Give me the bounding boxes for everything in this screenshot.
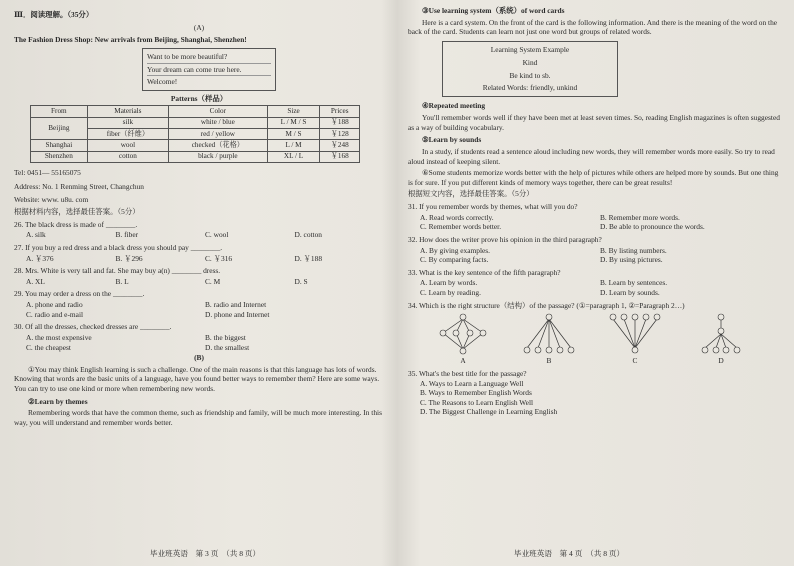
paragraph-4-heading: ④Repeated meeting: [422, 101, 486, 111]
option[interactable]: B. Ways to Remember English Words: [420, 388, 532, 398]
patterns-table: [30, 105, 360, 163]
table-header: From: [31, 106, 88, 117]
part-b-label: (B): [194, 353, 204, 363]
part-a-label: (A): [193, 22, 205, 32]
structure-option-b[interactable]: [506, 312, 592, 366]
option[interactable]: A. Read words correctly.: [420, 212, 494, 222]
option[interactable]: B. By listing numbers.: [600, 245, 667, 255]
table-header: Size: [267, 106, 320, 117]
option[interactable]: D. S: [294, 276, 308, 286]
paragraph-6: ⑥Some students memorize words better with the help of pictures while others are helped more by sounds. But one thing is for sure. If you put different kinds of memory ways together, there can be great results!: [408, 168, 779, 187]
table-header: Prices: [320, 106, 360, 117]
option[interactable]: A. phone and radio: [26, 300, 83, 310]
table-title: Patterns（样品）: [170, 93, 228, 103]
table-cell: cotton: [87, 151, 168, 162]
question-27: [14, 243, 384, 263]
question-stem: 26. The black dress is made of ________.: [14, 219, 138, 229]
question-stem: 27. If you buy a red dress and a black dress you should pay ________.: [14, 242, 223, 252]
table-cell: Shanghai: [31, 140, 88, 151]
question-33: [408, 268, 780, 298]
option[interactable]: C. wool: [205, 230, 229, 240]
table-header: Color: [169, 106, 268, 117]
question-stem: 35. What's the best title for the passage?: [408, 368, 527, 378]
option[interactable]: C. By comparing facts.: [420, 255, 489, 265]
question-31: [408, 202, 780, 232]
option[interactable]: B. the biggest: [205, 332, 246, 342]
option[interactable]: C. ￥316: [205, 253, 233, 263]
option-label: B: [546, 356, 552, 366]
structure-diagrams: [420, 312, 780, 366]
table-header: Materials: [87, 106, 168, 117]
card-line: Related Words: friendly, unkind: [482, 83, 578, 93]
option[interactable]: D. The Biggest Challenge in Learning English: [420, 407, 558, 417]
card-line: Be kind to sb.: [509, 70, 551, 80]
paragraph-3-heading: ③Use learning system（系统）of word cards: [422, 6, 565, 15]
slogan-line: Your dream can come true here.: [147, 64, 271, 77]
option[interactable]: A. ￥376: [26, 253, 54, 263]
option[interactable]: B. fiber: [115, 230, 139, 240]
card-line: Learning System Example: [490, 45, 570, 55]
paragraph-2: Remembering words that have the common theme, such as friendship and family, will be much more interesting. In this way, you will understand and remember words better.: [14, 408, 382, 427]
table-cell: ￥168: [320, 151, 360, 162]
question-stem: 30. Of all the dresses, checked dresses are ________.: [14, 322, 172, 332]
slogan-box: [142, 48, 276, 91]
question-32: [408, 235, 780, 265]
option-label: D: [718, 356, 724, 366]
tree-diagram-b: [519, 312, 579, 356]
option-label: C: [632, 356, 638, 366]
table-cell: XL / L: [267, 151, 320, 162]
option[interactable]: C. M: [205, 276, 221, 286]
learning-card: [442, 41, 618, 98]
option[interactable]: D. By using pictures.: [600, 255, 663, 265]
shop-heading: The Fashion Dress Shop: New arrivals from Beijing, Shanghai, Shenzhen!: [14, 35, 247, 45]
option[interactable]: A. silk: [26, 230, 46, 240]
option[interactable]: B. Remember more words.: [600, 212, 680, 222]
slogan-line: Welcome!: [147, 77, 178, 87]
slogan-line: Want to be more beautiful?: [147, 51, 271, 64]
table-cell: wool: [87, 140, 168, 151]
structure-option-c[interactable]: [592, 312, 678, 366]
table-cell: L / M / S: [267, 117, 320, 128]
option[interactable]: C. radio and e-mail: [26, 309, 84, 319]
option[interactable]: B. L: [115, 276, 129, 286]
option[interactable]: D. Be able to pronounce the words.: [600, 222, 705, 232]
table-cell: ￥248: [320, 140, 360, 151]
option[interactable]: D. cotton: [294, 230, 323, 240]
option[interactable]: D. ￥188: [294, 253, 323, 263]
question-28: [14, 266, 384, 286]
table-cell: ￥128: [320, 129, 360, 140]
question-29: [14, 289, 384, 319]
structure-option-d[interactable]: [678, 312, 764, 366]
instruction-b: 根据短文内容，选择最佳答案。（5分）: [408, 189, 534, 199]
table-cell: checked（花格）: [169, 140, 268, 151]
option[interactable]: C. The Reasons to Learn English Well: [420, 397, 534, 407]
table-header-row: [31, 106, 360, 117]
option[interactable]: A. By giving examples.: [420, 245, 490, 255]
table-cell: fiber（纤维）: [87, 129, 168, 140]
page-4: [408, 6, 780, 417]
section-title: Ⅲ．阅读理解。（35分）: [14, 10, 94, 19]
shop-website: Website: www. u8u. com: [14, 195, 89, 205]
paragraph-1: ①You may think English learning is such a challenge. One of the main reasons is that this language has lots of words. Knowing that words are the basic units of a language, have you found better ways to remember them? Here are some ways. You can try to use one kind or more when remembering new words.: [14, 364, 380, 394]
question-stem: 31. If you remember words by themes, what will you do?: [408, 202, 578, 211]
option[interactable]: D. Learn by sounds.: [600, 288, 660, 297]
paragraph-5: In a study, if students read a sentence aloud including new words, they will remember words more easily. So try to read aloud instead of keeping silent.: [408, 146, 775, 166]
table-cell: Beijing: [31, 117, 88, 140]
option[interactable]: B. radio and Internet: [205, 300, 267, 310]
table-row: [31, 140, 360, 151]
table-row: [31, 117, 360, 128]
option[interactable]: B. Learn by sentences.: [600, 278, 668, 288]
shop-tel: Tel: 0451— 55165075: [14, 168, 81, 178]
option[interactable]: D. phone and Internet: [205, 309, 270, 319]
paragraph-5-heading: ⑤Learn by sounds: [422, 135, 482, 145]
footer-page-4: 毕业班英语 第 4 页 （共 8 页）: [514, 549, 625, 558]
question-stem: 33. What is the key sentence of the fifth paragraph?: [408, 267, 561, 277]
option[interactable]: A. Ways to Learn a Language Well: [420, 378, 524, 388]
instruction-a: 根据材料内容，选择最佳答案。（5分）: [14, 207, 140, 217]
question-35: [408, 369, 780, 417]
table-cell: ￥188: [320, 117, 360, 128]
option[interactable]: B. ￥296: [115, 253, 143, 263]
option-label: A: [460, 356, 466, 366]
question-34: [408, 301, 780, 366]
option[interactable]: C. Remember words better.: [420, 222, 502, 232]
option[interactable]: D. the smallest: [205, 342, 250, 352]
question-stem: 29. You may order a dress on the ________.: [14, 289, 145, 299]
table-cell: Shenzhen: [31, 151, 88, 162]
page-3: [14, 6, 384, 428]
tree-diagram-c: [605, 312, 665, 356]
paragraph-4: You'll remember words well if they have been met at least seven times. So, reading English magazines is often suggested as a way of building vocabulary.: [408, 113, 780, 132]
table-row: [31, 151, 360, 162]
card-line: Kind: [522, 58, 538, 67]
paragraph-3: Here is a card system. On the front of the card is the following information. And there is the meaning of the word on the back of the card. Students can learn not just one word but groups of related words.: [408, 17, 778, 37]
shop-address: Address: No. 1 Renming Street, Changchun: [14, 181, 144, 191]
table-cell: silk: [87, 117, 168, 128]
question-30: [14, 322, 384, 352]
table-cell: L / M: [267, 140, 320, 151]
option[interactable]: C. Learn by reading.: [420, 288, 481, 297]
option[interactable]: A. XL: [26, 276, 45, 286]
footer-page-3: 毕业班英语 第 3 页 （共 8 页）: [150, 549, 261, 558]
tree-diagram-a: [433, 312, 493, 356]
option[interactable]: A. Learn by words.: [420, 278, 478, 288]
question-26: [14, 220, 384, 240]
table-cell: red / yellow: [169, 129, 268, 140]
table-cell: white / blue: [169, 117, 268, 128]
table-cell: M / S: [267, 129, 320, 140]
option[interactable]: C. the cheapest: [26, 342, 71, 352]
option[interactable]: A. the most expensive: [26, 332, 92, 342]
question-stem: 34. Which is the right structure（结构）of the passage? (①=paragraph 1, ②=Paragraph 2…): [408, 300, 685, 310]
question-stem: 32. How does the writer prove his opinion in the third paragraph?: [408, 234, 602, 244]
question-stem: 28. Mrs. White is very tall and fat. She may buy a(n) ________ dress.: [14, 266, 221, 276]
structure-option-a[interactable]: [420, 312, 506, 366]
tree-diagram-d: [691, 312, 751, 356]
table-cell: black / purple: [169, 151, 268, 162]
paragraph-2-heading: ②Learn by themes: [28, 396, 88, 406]
